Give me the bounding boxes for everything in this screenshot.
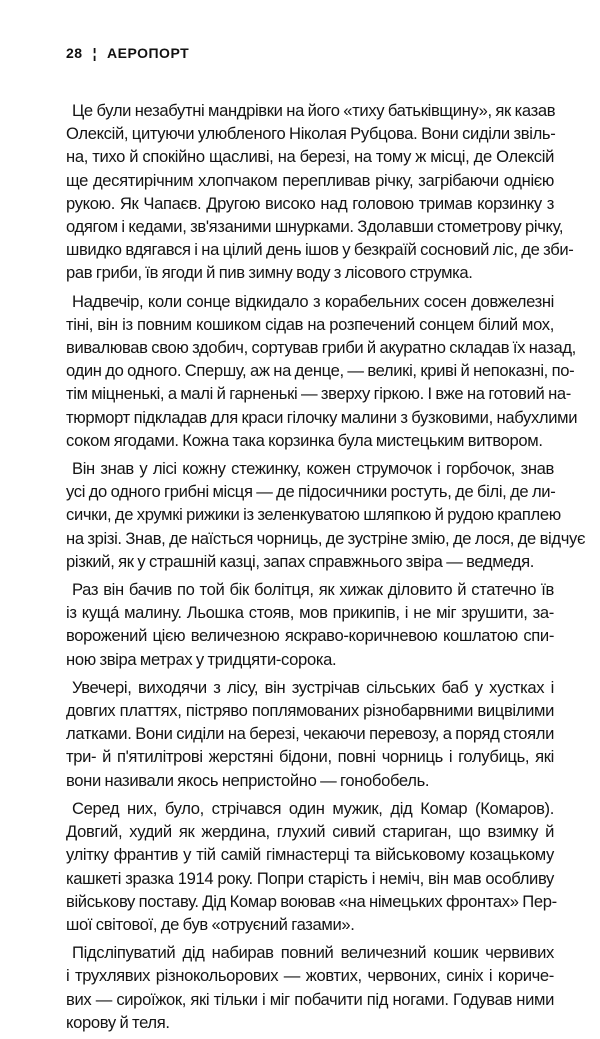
text-line: Довгий, худий як жердина, глухий сивий стариган, що взимку й: [66, 822, 554, 842]
text-line: рукою. Як Чапаєв. Другою високо над головою тримав корзинку з: [66, 193, 554, 213]
text-line: Надвечір, коли сонце відкидало з корабельних сосен довжелезні: [72, 291, 554, 311]
text-line: ворожений цією величезною яскраво-коричневою кошлатою спи-: [66, 626, 554, 646]
text-line: довгих платтях, пістряво поплямованих різнобарвними вицвілими: [66, 701, 554, 721]
paragraph: [66, 99, 574, 285]
paragraph: [66, 676, 554, 792]
body-text: [66, 99, 586, 1039]
text-line: на, тихо й спокійно щасливі, на березі, на тому ж місці, де Олексій: [66, 147, 554, 167]
text-line: на зрізі. Знав, де наїсться чорниць, де зустріне змію, де лося, де відчує: [66, 528, 586, 548]
text-line: Це були незабутні мандрівки на його «тиху батьківщину», як казав: [72, 101, 556, 120]
text-line: ще десятирічним хлопчаком перепливав річку, загрібаючи однією: [66, 170, 554, 190]
text-line: Він знав у лісі кожну стежинку, кожен струмочок і горбочок, знав: [72, 459, 554, 479]
text-line: із кущá малину. Льошка стояв, мов прикипів, і не міг зрушити, за-: [66, 603, 554, 623]
text-line: вони називали якось непристойно — гонобобель.: [66, 770, 430, 790]
text-line: Підсліпуватий дід набирав повний величезний кошик червивих: [72, 943, 554, 963]
paragraph: [66, 457, 586, 573]
paragraph: [66, 941, 554, 1034]
text-line: кашкеті зразка 1914 року. Попри старість і неміч, він мав особливу: [66, 868, 554, 888]
text-line: вих — сироїжок, які тільки і міг побачити під ногами. Годував ними: [66, 989, 554, 1009]
header-separator: ¦: [92, 45, 97, 61]
paragraph: [66, 797, 557, 936]
text-line: тім міцненькі, а малі й гарненькі — зверху гіркою. І вже на готовий на-: [66, 384, 571, 404]
text-line: одягом і кедами, зв'язаними шнурками. Здолавши стометрову річку,: [66, 217, 564, 237]
text-line: сички, де хрумкі рижики із зеленкуватою шляпкою й рудою краплею: [66, 505, 561, 525]
text-line: військову поставу. Дід Комар воював «на німецьких фронтах» Пер-: [66, 891, 557, 911]
page-number: 28: [66, 45, 83, 61]
text-line: різкий, як у страшній казці, запах справжнього звіра — ведмедя.: [66, 551, 535, 571]
text-line: ною звіра метрах у тридцяти-сорока.: [66, 649, 337, 669]
text-line: Серед них, було, стрічався один мужик, дід Комар (Комаров).: [72, 798, 554, 818]
text-line: шої світової, де був «отруєний газами».: [66, 914, 355, 934]
text-line: тюрморт підкладав для краси гілочку малини з бузковими, набухлими: [66, 407, 578, 427]
text-line: соком ягодами. Кожна така корзинка була мистецьким витвором.: [66, 430, 543, 450]
text-line: три- й п'ятилітрові жерстяні бідони, повні чорниць і голубиць, які: [66, 747, 554, 767]
text-line: латками. Вони сиділи на березі, чекаючи перевозу, а поряд стояли: [66, 724, 554, 744]
text-line: швидко вдягався і на цілий день ішов у безкраїй сосновий ліс, де зби-: [66, 240, 574, 260]
text-line: усі до одного грибні місця — де підосичники ростуть, де білі, де ли-: [66, 482, 556, 502]
text-line: і трухлявих різнокольорових — жовтих, червоних, синіх і кориче-: [66, 966, 554, 986]
paragraph: [66, 290, 578, 452]
text-line: корову й теля.: [66, 1012, 170, 1032]
paragraph: [66, 578, 554, 671]
text-line: Олексій, цитуючи улюбленого Ніколая Рубцова. Вони сиділи звіль-: [66, 124, 556, 144]
text-line: тіні, він із повним кошиком сідав на розпечений сонцем білий мох,: [66, 314, 554, 334]
text-line: рав гриби, їв ягоди й пив зимну воду з лісового струмка.: [66, 263, 473, 283]
running-header: [66, 45, 189, 61]
text-line: улітку франтив у тій самій гімнастерці та військовому козацькому: [66, 845, 554, 865]
text-line: вивалював свою здобич, сортував гриби й акуратно складав їх назад,: [66, 338, 576, 358]
text-line: один до одного. Спершу, аж на денце, — великі, криві й непоказні, по-: [66, 361, 575, 381]
text-line: Увечері, виходячи з лісу, він зустрічав сільських баб у хустках і: [72, 677, 554, 697]
text-line: Раз він бачив по той бік болітця, як хижак діловито й статечно їв: [72, 580, 554, 600]
running-title: АЕРОПОРТ: [107, 45, 190, 61]
